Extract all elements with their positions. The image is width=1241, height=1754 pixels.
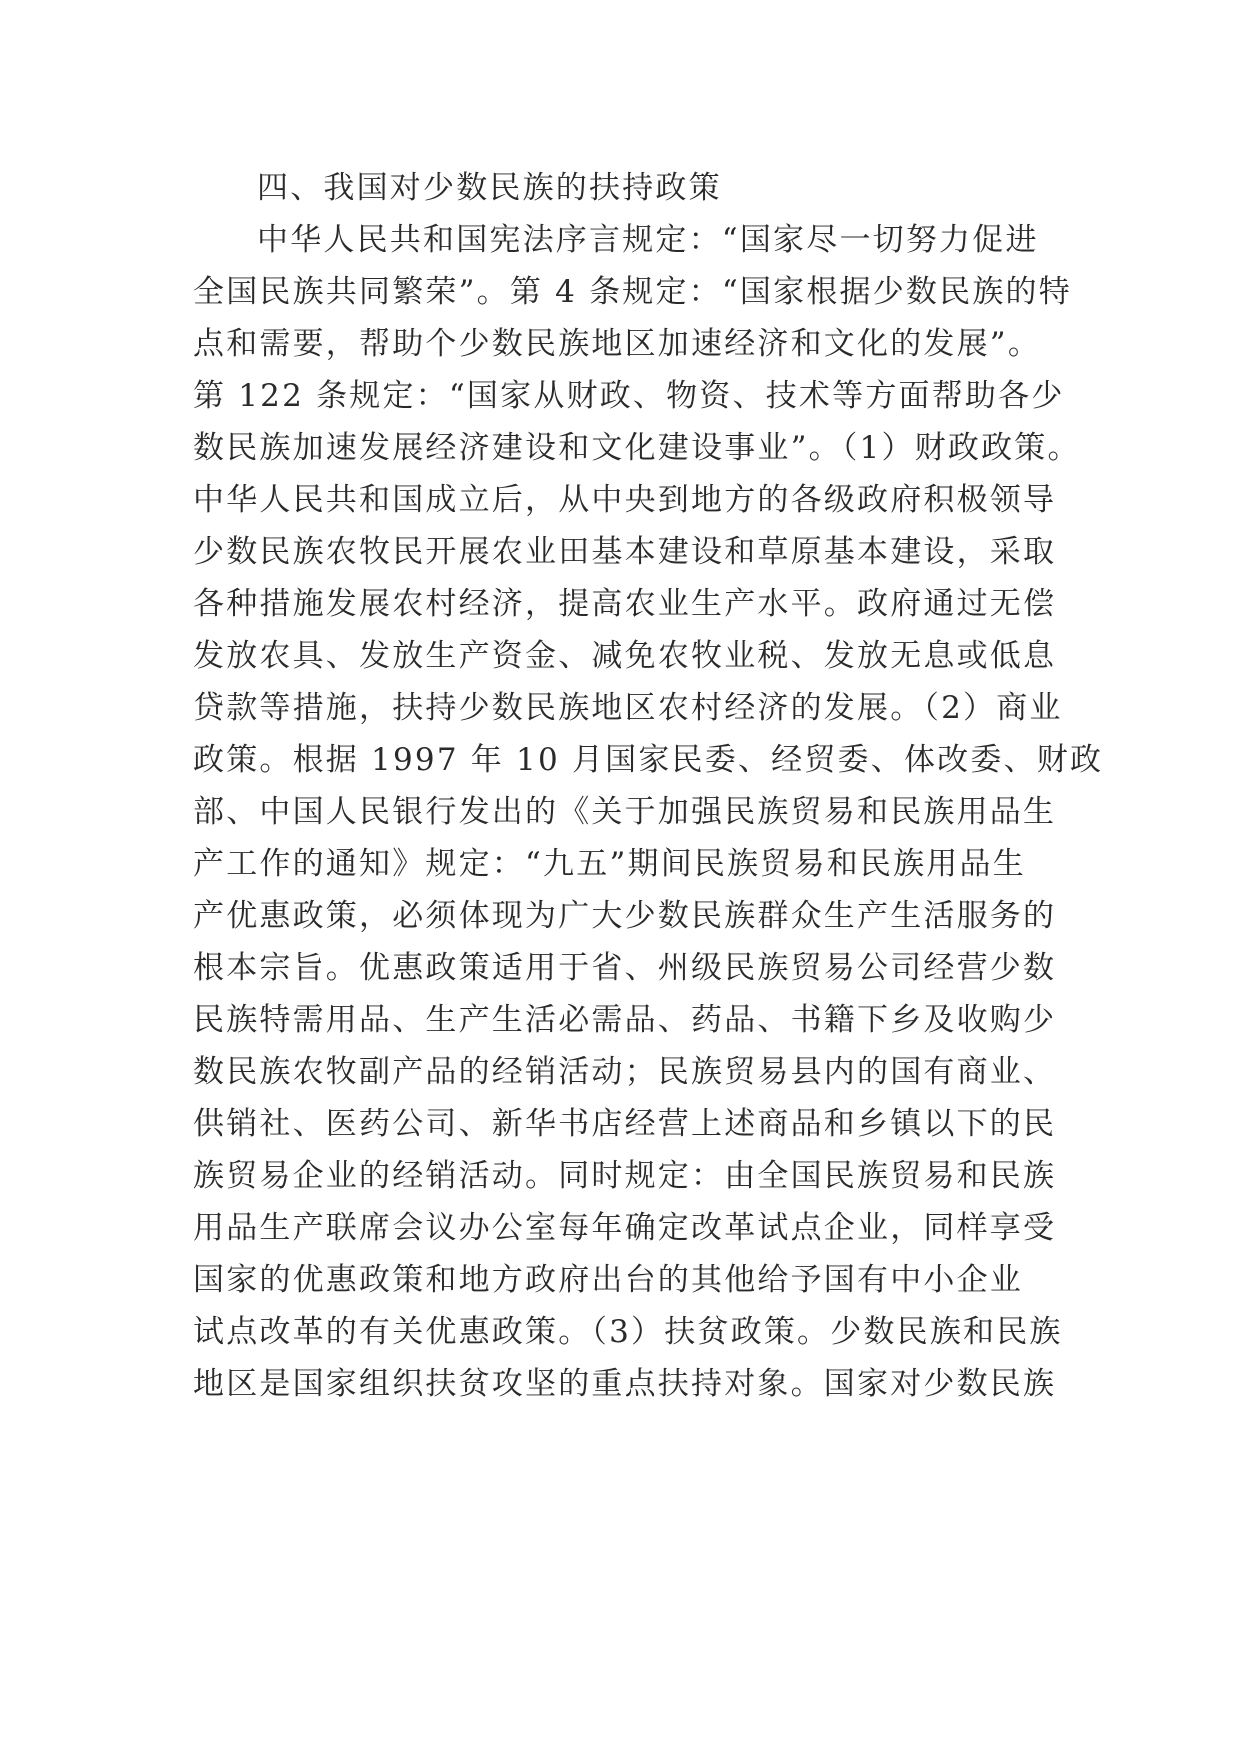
paragraph-line: 试点改革的有关优惠政策。（3）扶贫政策。少数民族和民族 xyxy=(193,1314,1063,1350)
paragraph-line: 政策。根据 1997 年 10 月国家民委、经贸委、体改委、财政 xyxy=(193,742,1104,778)
paragraph-line: 数民族农牧副产品的经销活动；民族贸易县内的国有商业、 xyxy=(193,1054,1057,1090)
paragraph-line: 贷款等措施，扶持少数民族地区农村经济的发展。（2）商业 xyxy=(193,690,1063,726)
paragraph-line: 民族特需用品、生产生活必需品、药品、书籍下乡及收购少 xyxy=(193,1002,1057,1038)
document-body xyxy=(193,162,1104,1410)
paragraph-line: 族贸易企业的经销活动。同时规定：由全国民族贸易和民族 xyxy=(193,1158,1057,1194)
paragraph-line: 供销社、医药公司、新华书店经营上述商品和乡镇以下的民 xyxy=(193,1106,1057,1142)
paragraph-line: 地区是国家组织扶贫攻坚的重点扶持对象。国家对少数民族 xyxy=(193,1366,1057,1402)
paragraph-line: 国家的优惠政策和地方政府出台的其他给予国有中小企业 xyxy=(193,1262,1023,1298)
paragraph-line: 全国民族共同繁荣”。第 4 条规定：“国家根据少数民族的特 xyxy=(193,274,1072,310)
paragraph-line: 少数民族农牧民开展农业田基本建设和草原基本建设，采取 xyxy=(193,534,1057,570)
paragraph-line: 点和需要，帮助个少数民族地区加速经济和文化的发展”。 xyxy=(193,326,1042,362)
paragraph-line: 用品生产联席会议办公室每年确定改革试点企业，同样享受 xyxy=(193,1210,1057,1246)
section-heading: 四、我国对少数民族的扶持政策 xyxy=(257,170,722,206)
paragraph-line: 部、中国人民银行发出的《关于加强民族贸易和民族用品生 xyxy=(193,794,1057,830)
paragraph-line: 各种措施发展农村经济，提高农业生产水平。政府通过无偿 xyxy=(193,586,1057,622)
paragraph-line: 根本宗旨。优惠政策适用于省、州级民族贸易公司经营少数 xyxy=(193,950,1057,986)
paragraph-line: 产工作的通知》规定：“九五”期间民族贸易和民族用品生 xyxy=(193,846,1026,882)
paragraph-line: 发放农具、发放生产资金、减免农牧业税、发放无息或低息 xyxy=(193,638,1057,674)
paragraph-line: 中华人民共和国宪法序言规定：“国家尽一切努力促进 xyxy=(257,222,1039,258)
paragraph-line: 产优惠政策，必须体现为广大少数民族群众生产生活服务的 xyxy=(193,898,1057,934)
paragraph-line: 中华人民共和国成立后，从中央到地方的各级政府积极领导 xyxy=(193,482,1057,518)
paragraph-line: 第 122 条规定：“国家从财政、物资、技术等方面帮助各少 xyxy=(193,378,1065,414)
paragraph-line: 数民族加速发展经济建设和文化建设事业”。（1）财政政策。 xyxy=(193,430,1081,466)
